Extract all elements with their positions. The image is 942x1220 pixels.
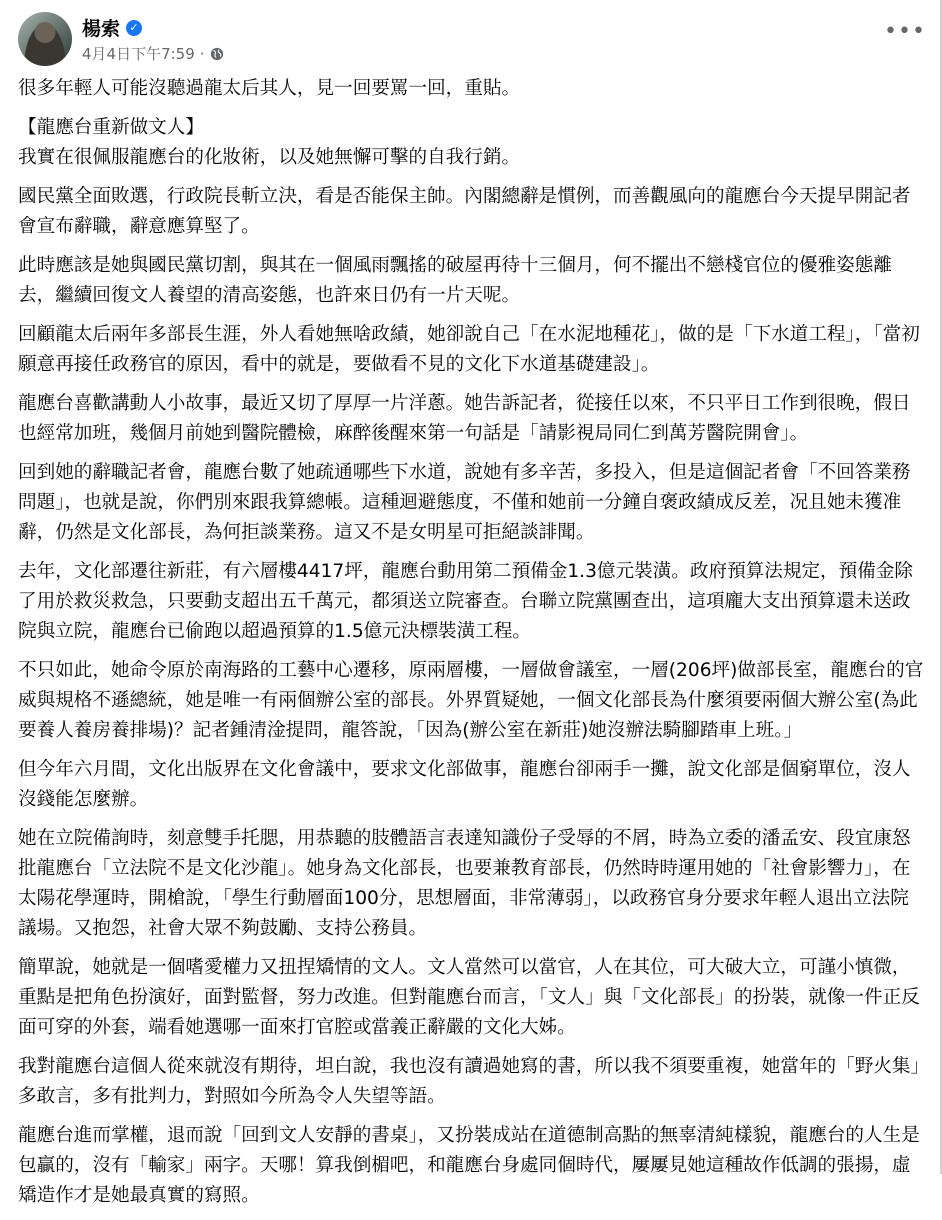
post-paragraph: 國民黨全面敗選，行政院長斬立決，看是否能保主帥。內閣總辭是慣例，而善觀風向的龍應台今天提早開記者會宣布辭職，辭意應算堅了。 — [18, 186, 911, 237]
post-paragraph: 【龍應台重新做文人】 我實在很佩服龍應台的化妝術，以及她無懈可擊的自我行銷。 — [18, 117, 521, 168]
post-paragraph: 龍應台進而掌權，退而說「回到文人安靜的書桌」，又扮裝成站在道德制高點的無辜清純樣貌，龍應台的人生是包贏的，沒有「輸家」兩字。天哪！算我倒楣吧，和龍應台身處同個時代，屢屢見她這種故作低調的張揚，虛矯造作才是她最真實的寫照。 — [18, 1125, 920, 1206]
post-body — [18, 74, 924, 1220]
author-name-row — [82, 14, 142, 41]
post-timestamp[interactable]: 4月4日下午7:59 — [82, 45, 195, 63]
post-paragraph: 簡單說，她就是一個嗜愛權力又扭捏矯情的文人。文人當然可以當官，人在其位，可大破大立，可謹小慎微，重點是把角色扮演好，面對監督，努力改進。但對龍應台而言，「文人」與「文化部長」的扮裝，就像一件正反面可穿的外套，端看她選哪一面來打官腔或當義正辭嚴的文化大姊。 — [18, 957, 920, 1038]
post-paragraph: 回顧龍太后兩年多部長生涯，外人看她無啥政績，她卻說自己「在水泥地種花」，做的是「下水道工程」，「當初願意再接任政務官的原因，看中的就是，要做看不見的文化下水道基礎建設」。 — [18, 324, 920, 375]
author-name[interactable]: 楊索 — [82, 18, 121, 40]
post-paragraph: 去年，文化部遷往新莊，有六層樓4417坪，龍應台動用第二預備金1.3億元裝潢。政府預算法規定，預備金除了用於救災救急，只要動支超出五千萬元，都須送立院審查。台聯立院黨團查出，這項龐大支出預算還未送政院與立院，龍應台已偷跑以超過預算的1.5億元決標裝潢工程。 — [18, 561, 914, 642]
post-paragraph: 很多年輕人可能沒聽過龍太后其人，見一回要罵一回，重貼。 — [18, 78, 521, 99]
more-options-icon[interactable]: ••• — [884, 19, 926, 44]
post-paragraph: 我對龍應台這個人從來就沒有期待，坦白說，我也沒有讀過她寫的書，所以我不須要重複，她當年的「野火集」多敢言，多有批判力，對照如今所為令人失望等語。 — [18, 1056, 920, 1107]
post-paragraph: 回到她的辭職記者會，龍應台數了她疏通哪些下水道，說她有多辛苦，多投入，但是這個記者會「不回答業務問題」，也就是說，你們別來跟我算總帳。這種迴避態度，不僅和她前一分鐘自褒政績成反差，况且她未獲准辭，仍然是文化部長，為何拒談業務。這又不是女明星可拒絕談誹聞。 — [18, 462, 911, 543]
post-meta — [82, 43, 224, 64]
post-paragraph: 她在立院備詢時，刻意雙手托腮，用恭聽的肢體語言表達知識份子受辱的不屑，時為立委的潘孟安、段宜康怒批龍應台「立法院不是文化沙龍」。她身為文化部長，也要兼教育部長，仍然時時運用她的「社會影響力」，在太陽花學運時，開槍說，「學生行動層面100分，思想層面，非常薄弱」，以政務官身分要求年輕人退出立法院議場。又抱怨，社會大眾不夠鼓勵、支持公務員。 — [18, 828, 911, 939]
author-avatar[interactable] — [18, 12, 72, 66]
post-paragraph: 此時應該是她與國民黨切割，與其在一個風雨飄搖的破屋再待十三個月，何不擺出不戀棧官位的優雅姿態離去，繼續回復文人養望的清高姿態，也許來日仍有一片天呢。 — [18, 255, 892, 306]
post-paragraph: 但今年六月間，文化出版界在文化會議中，要求文化部做事，龍應台卻兩手一攤，說文化部是個窮單位，沒人沒錢能怎麼辦。 — [18, 759, 911, 810]
post-paragraph: 龍應台喜歡講動人小故事，最近又切了厚厚一片洋蔥。她告訴記者，從接任以來，不只平日工作到很晚，假日也經常加班，幾個月前她到醫院體檢，麻醉後醒來第一句話是「請影視局同仁到萬芳醫院開會」。 — [18, 393, 911, 444]
post-header — [18, 12, 924, 68]
verified-badge-icon: ✓ — [126, 20, 142, 36]
post-paragraph: 不只如此，她命令原於南海路的工藝中心遷移，原兩層樓，一層做會議室，一層(206坪)做部長室，龍應台的官威與規格不遜總統，她是唯一有兩個辦公室的部長。外界質疑她，一個文化部長為什麼須要兩個大辦公室(為此要養人養房養排場)？記者鍾清淦提問，龍答說，「因為(辦公室在新莊)她沒辦法騎腳踏車上班。」 — [18, 660, 924, 741]
separator-dot: · — [199, 44, 205, 63]
globe-icon — [210, 47, 224, 61]
